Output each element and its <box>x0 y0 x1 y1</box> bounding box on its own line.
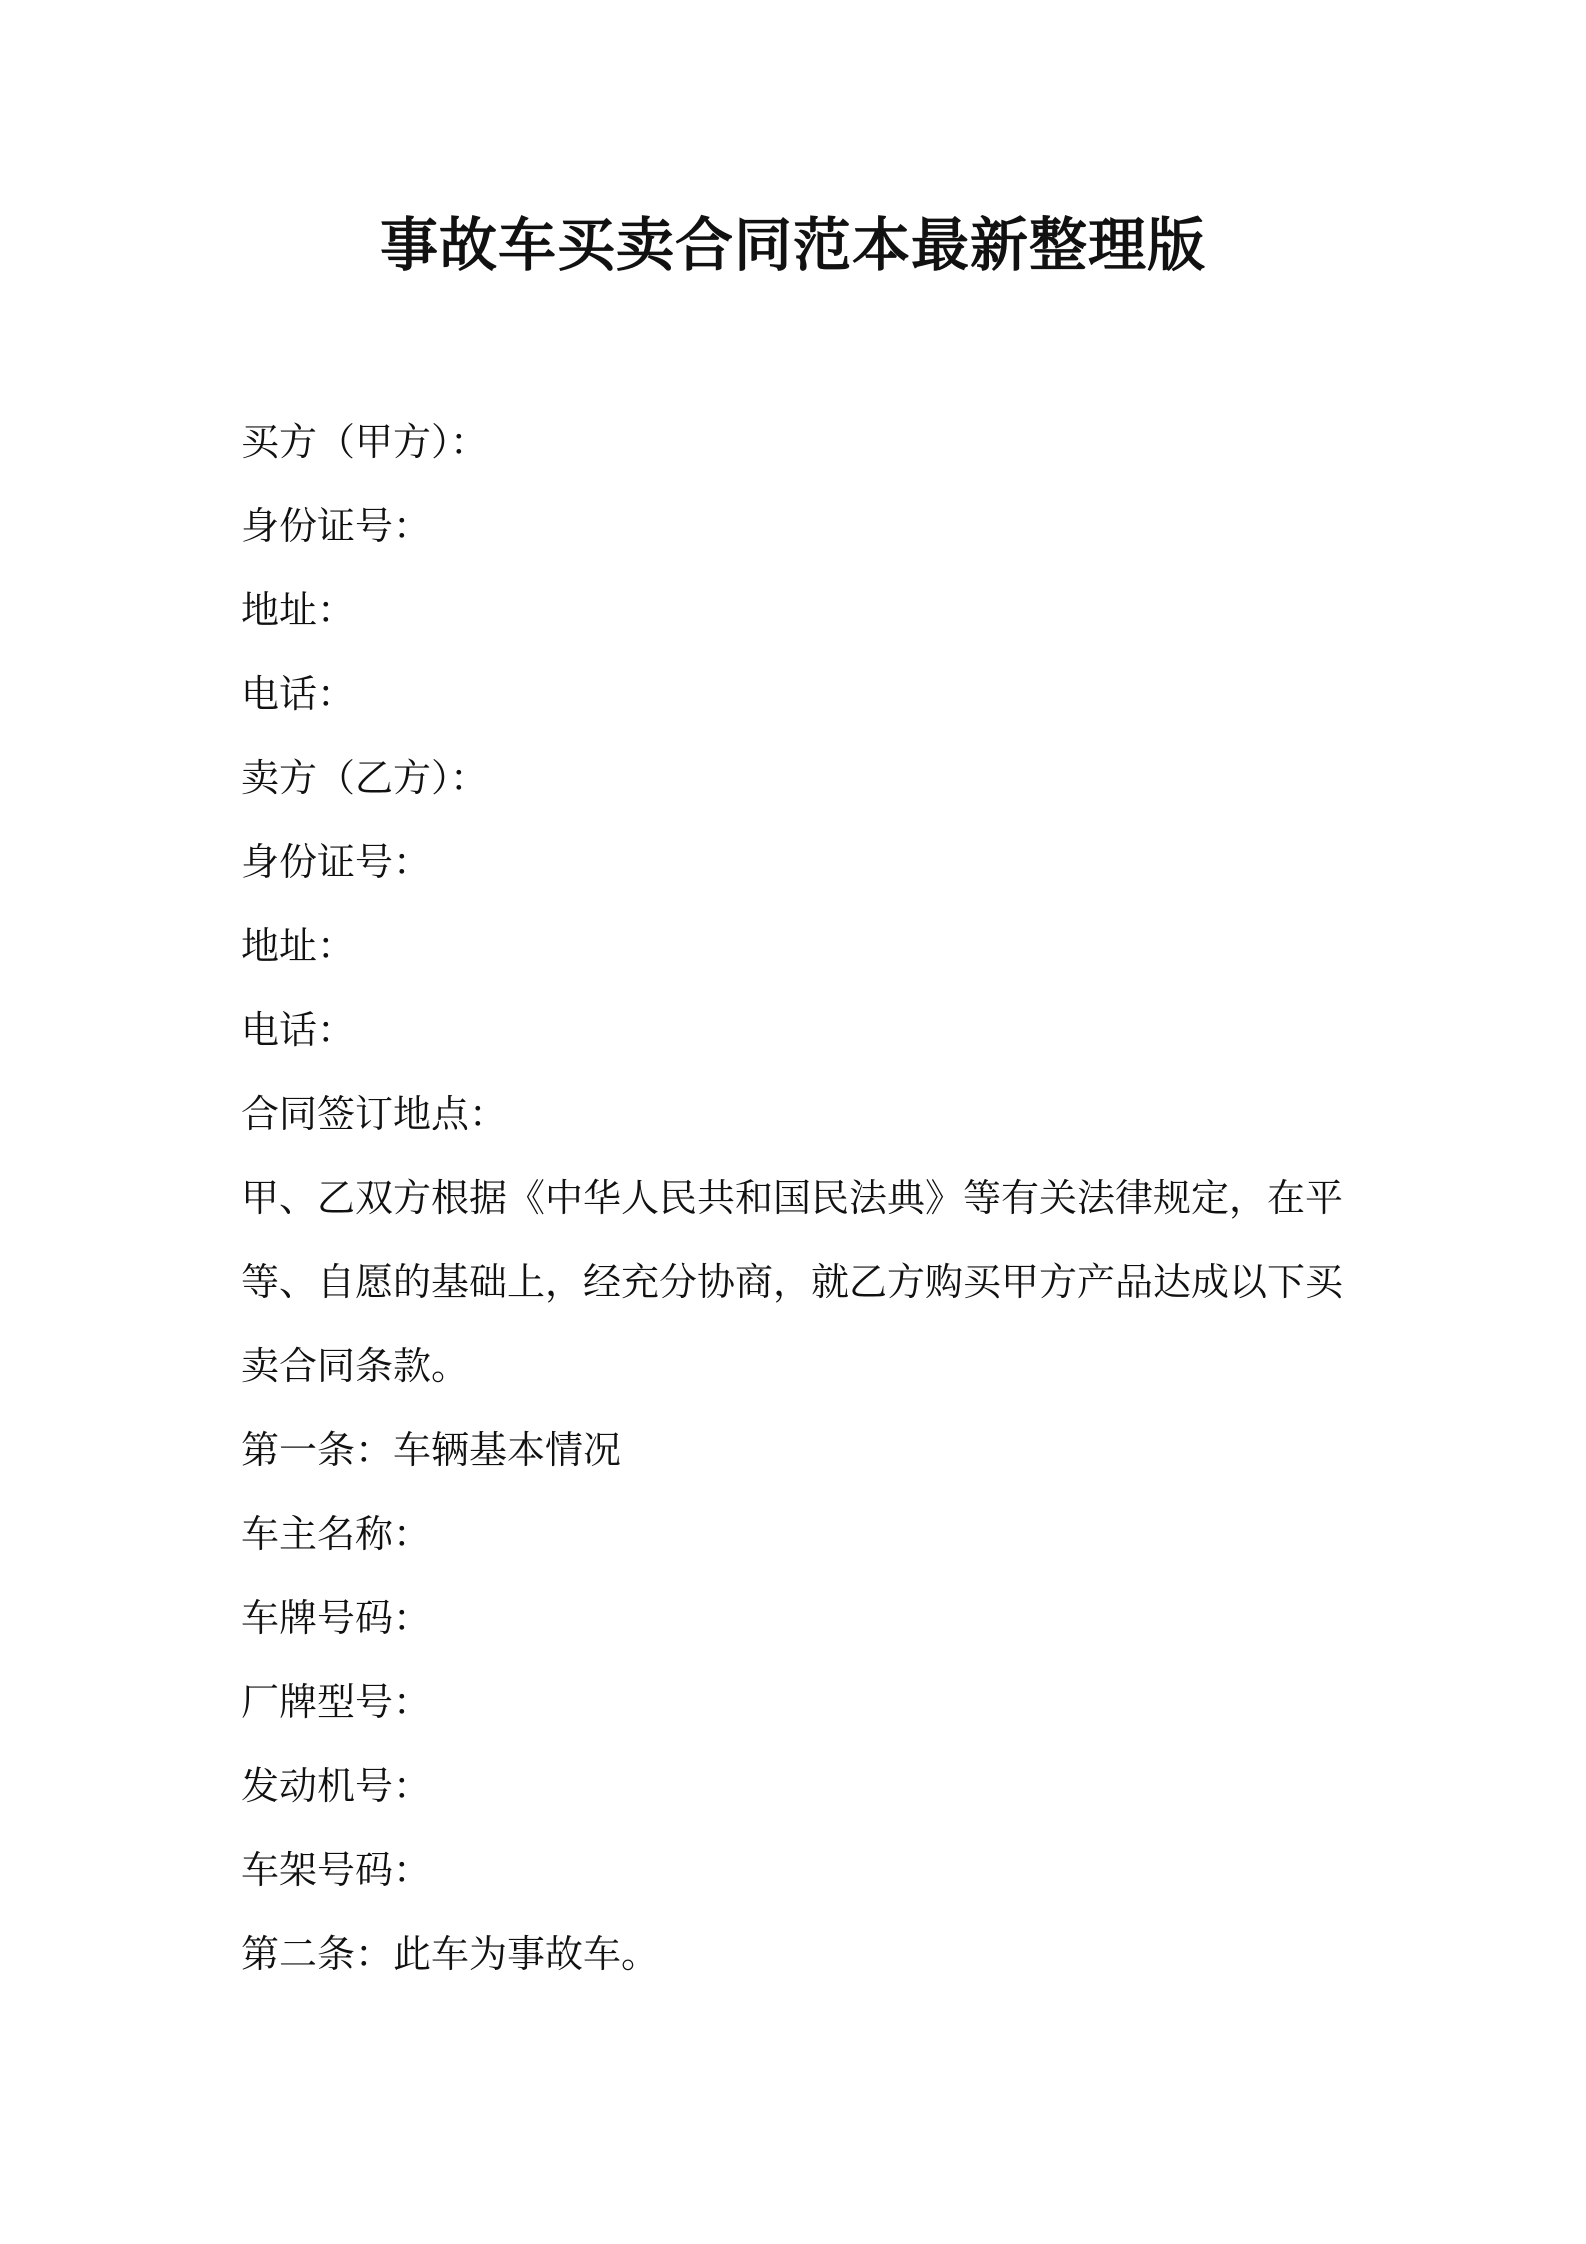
owner-name-label: 车主名称： <box>241 1512 432 1556</box>
buyer-phone-label: 电话： <box>241 672 356 716</box>
seller-id-label: 身份证号： <box>241 840 432 884</box>
brand-model-label: 厂牌型号： <box>241 1680 432 1724</box>
article-1-heading: 第一条：车辆基本情况 <box>241 1428 622 1472</box>
buyer-label: 买方（甲方）： <box>241 420 489 464</box>
seller-address-label: 地址： <box>241 924 356 968</box>
document-body <box>241 400 1361 1996</box>
document-title: 事故车买卖合同范本最新整理版 <box>379 211 1206 279</box>
frame-number-label: 车架号码： <box>241 1848 432 1892</box>
article-2-heading: 第二条：此车为事故车。 <box>241 1932 660 1976</box>
engine-number-label: 发动机号： <box>241 1764 432 1808</box>
seller-label: 卖方（乙方）： <box>241 756 489 800</box>
buyer-id-label: 身份证号： <box>241 504 432 548</box>
contract-sign-place-label: 合同签订地点： <box>241 1092 508 1136</box>
plate-number-label: 车牌号码： <box>241 1596 432 1640</box>
seller-phone-label: 电话： <box>241 1008 356 1052</box>
buyer-address-label: 地址： <box>241 588 356 632</box>
intro-paragraph: 甲、乙双方根据《中华人民共和国民法典》等有关法律规定，在平等、自愿的基础上，经充分协商，就乙方购买甲方产品达成以下买卖合同条款。 <box>241 1176 1344 1388</box>
